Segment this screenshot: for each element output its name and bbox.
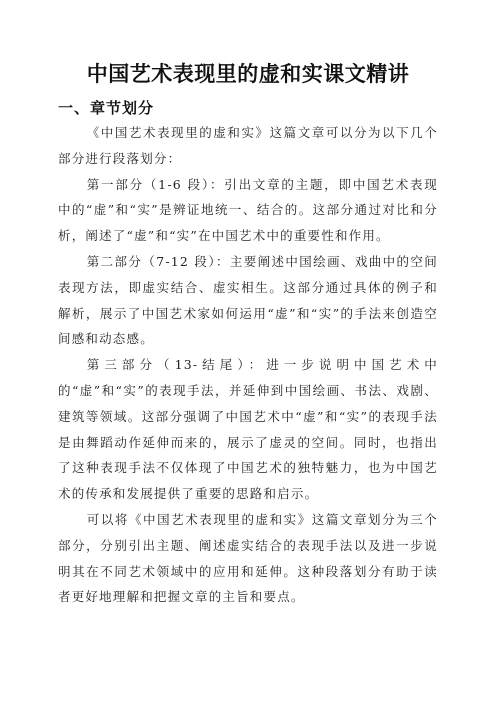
section-heading: 一、章节划分 [58, 99, 155, 117]
paragraph-intro: 《中国艺术表现里的虚和实》这篇文章可以分为以下几个部分进行段落划分： [58, 125, 438, 166]
paragraph-part-three: 第三部分（13-结尾）：进一步说明中国艺术中的“虚”和“实”的表现手法，并延伸到中国绘画、书法、戏剧、建筑等领域。这部分强调了中国艺术中“虚”和“实”的表现手法是由舞蹈动作延伸而来的，展示了虚灵的空间。同时，也指出了这种表现手法不仅体现了中国艺术的独特魅力，也为中国艺术的传承和发展提供了重要的思路和启示。 [58, 357, 438, 502]
paragraph-part-one: 第一部分（1-6 段）：引出文章的主题，即中国艺术表现中的“虚”和“实”是辨证地统一、结合的。这部分通过对比和分析，阐述了“虚”和“实”在中国艺术中的重要性和作用。 [58, 176, 438, 244]
document-body [58, 120, 438, 610]
paragraph-summary: 可以将《中国艺术表现里的虚和实》这篇文章划分为三个部分，分别引出主题、阐述虚实结合的表现手法以及进一步说明其在不同艺术领域中的应用和延伸。这种段落划分有助于读者更好地理解和把握文章的主旨和要点。 [58, 511, 438, 605]
paragraph-part-two: 第二部分（7-12 段）：主要阐述中国绘画、戏曲中的空间表现方法，即虚实结合、虚实相生。这部分通过具体的例子和解析，展示了中国艺术家如何运用“虚”和“实”的手法来创造空间感和动态感。 [58, 253, 438, 347]
document-title: 中国艺术表现里的虚和实课文精讲 [86, 62, 410, 86]
